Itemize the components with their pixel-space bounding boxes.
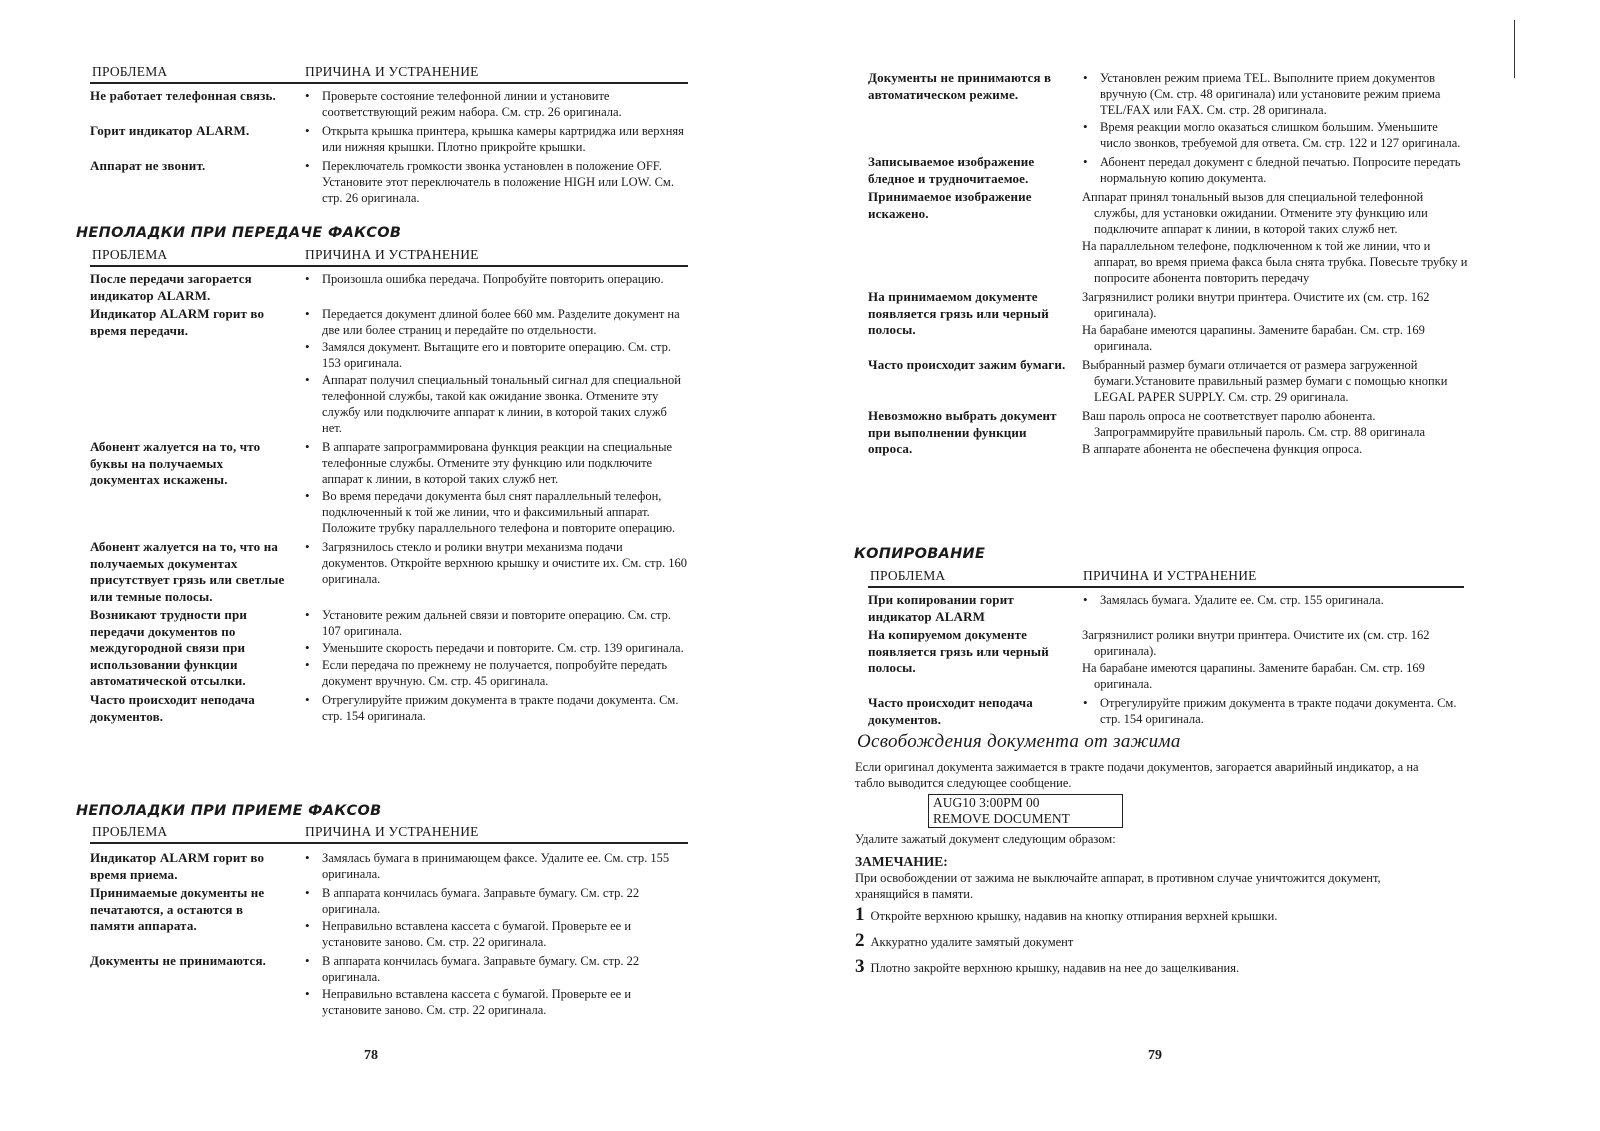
cause-item: • Установлен режим приема TEL. Выполните прием документов вручную (См. стр. 48 оригинала) или установите режим приема TEL/FAX или FAX. См. стр. 28 оригинала. — [1082, 70, 1470, 118]
table-row — [90, 953, 688, 1019]
cause-cell — [1082, 627, 1464, 693]
problem-cell: Часто происходит неподача документов. — [868, 695, 1033, 727]
note-text: При освобождении от зажима не выключайте аппарат, в противном случае уничтожится документ, хранящийся в памяти. — [855, 871, 1381, 901]
remove-instruction: Удалите зажатый документ следующим образом: — [855, 832, 1116, 846]
cause-item: • Проверьте состояние телефонной линии и установите соответствующий режим набора. См. стр. 26 оригинала. — [304, 88, 688, 120]
page-number: 79 — [1148, 1048, 1162, 1063]
scan-edge-line — [1514, 20, 1515, 78]
table-row — [868, 592, 1464, 625]
cause-cell — [304, 271, 688, 304]
problem-cell: Возникают трудности при передачи документов по междугородной связи при использовании функции автоматической отсылки. — [90, 607, 247, 688]
problem-cell: Документы не принимаются. — [90, 953, 267, 968]
problem-cell: После передачи загорается индикатор ALARM. — [90, 271, 252, 303]
problem-cell: Индикатор ALARM горит во время приема. — [90, 850, 265, 882]
step-2 — [855, 930, 1073, 952]
table-row — [90, 439, 688, 537]
cause-item: На параллельном телефоне, подключенном к той же линии, что и аппарат, во время приема факса была снята трубка. Повесьте трубку и попросите абонента повторить передачу — [1082, 239, 1468, 285]
problem-cell: При копировании горит индикатор ALARM — [868, 592, 1014, 624]
table-row — [90, 88, 688, 121]
cause-cell — [1082, 189, 1470, 287]
problem-cell: На копируемом документе появляется грязь или черный полосы. — [868, 627, 1049, 675]
cause-item: • Если передача по прежнему не получается, попробуйте передать документ вручную. См. стр. 45 оригинала. — [304, 657, 688, 689]
lcd-display — [928, 794, 1123, 828]
column-header-cause: ПРИЧИНА И УСТРАНЕНИЕ — [305, 247, 479, 262]
cause-item: • Неправильно вставлена кассета с бумагой. Проверьте ее и установите заново. См. стр. 22 оригинала. — [304, 918, 688, 950]
table-row — [90, 607, 688, 690]
cause-cell — [1082, 408, 1470, 458]
table-reception-issues-continued — [868, 68, 1470, 458]
cause-item: • В аппарата кончилась бумага. Заправьте бумагу. См. стр. 22 оригинала. — [304, 885, 688, 917]
cause-item: • Переключатель громкости звонка установлен в положение OFF. Установите этот переключатель в положение HIGH или LOW. См. стр. 26 оригинала. — [304, 158, 688, 206]
table-header — [90, 245, 688, 267]
cause-item: На барабане имеются царапины. Замените барабан. См. стр. 169 оригинала. — [1082, 323, 1425, 353]
problem-cell: Записываемое изображение бледное и трудночитаемое. — [868, 154, 1035, 186]
problem-cell: Абонент жалуется на то, что буквы на получаемых документах искажены. — [90, 439, 261, 487]
cause-item: • В аппарата кончилась бумага. Заправьте бумагу. См. стр. 22 оригинала. — [304, 953, 688, 985]
table-header — [90, 62, 688, 84]
section-title-reception: НЕПОЛАДКИ ПРИ ПРИЕМЕ ФАКСОВ — [76, 803, 382, 819]
table-row — [868, 154, 1470, 187]
cause-item: На барабане имеются царапины. Замените барабан. См. стр. 169 оригинала. — [1082, 661, 1425, 691]
problem-cell: Принимаемое изображение искажено. — [868, 189, 1032, 221]
step-number: 3 — [855, 956, 865, 977]
step-number: 1 — [855, 904, 865, 925]
cause-cell — [304, 953, 688, 1019]
cause-item: • Уменьшите скорость передачи и повторите. См. стр. 139 оригинала. — [304, 640, 688, 656]
cause-item: • В аппарате запрограммирована функция реакции на специальные телефонные службы. Отмените эту функцию или подключите аппарат к линии, в которой таких служб нет. — [304, 439, 688, 487]
cause-item: • Передается документ длиной более 660 мм. Разделите документ на две или более страниц и передайте по отдельности. — [304, 306, 688, 338]
section-title-transmission: НЕПОЛАДКИ ПРИ ПЕРЕДАЧЕ ФАКСОВ — [76, 225, 402, 241]
cause-item: • Абонент передал документ с бледной печатью. Попросите передать нормальную копию документа. — [1082, 154, 1470, 186]
cause-cell — [304, 439, 688, 537]
table-row — [868, 289, 1470, 355]
table-row — [90, 158, 688, 207]
column-header-cause: ПРИЧИНА И УСТРАНЕНИЕ — [1083, 568, 1257, 583]
cause-item: • Замялась бумага в принимающем факсе. Удалите ее. См. стр. 155 оригинала. — [304, 850, 688, 882]
cause-item: • Установите режим дальней связи и повторите операцию. См. стр. 107 оригинала. — [304, 607, 688, 639]
problem-cell: Не работает телефонная связь. — [90, 88, 276, 103]
cause-item: Аппарат принял тональный вызов для специальной телефонной службы, для установки ожидании. Отмените эту функцию или подключите аппарат к линии, в которой таких служб нет. — [1082, 190, 1428, 236]
cause-cell — [304, 850, 688, 883]
column-header-problem: ПРОБЛЕМА — [92, 824, 168, 839]
cause-item: Загрязнилист ролики внутри принтера. Очистите их (см. стр. 162 оригинала). — [1082, 290, 1430, 320]
step-1 — [855, 904, 1278, 926]
cause-item: • Аппарат получил специальный тональный сигнал для специальной телефонной службы, такой как ожидание звонка. Отмените эту службу или подключите аппарат к линии, в которой таких служб нет. — [304, 372, 688, 436]
cause-cell — [1082, 695, 1464, 728]
problem-cell: Принимаемые документы не печатаются, а остаются в памяти аппарата. — [90, 885, 265, 933]
table-row — [868, 357, 1470, 406]
cause-cell — [304, 306, 688, 437]
cause-item: • Неправильно вставлена кассета с бумагой. Проверьте ее и установите заново. См. стр. 22 оригинала. — [304, 986, 688, 1018]
step-text: Откройте верхнюю крышку, надавив на кнопку отпирания верхней крышки. — [870, 909, 1278, 923]
cause-item: • Время реакции могло оказаться слишком большим. Уменьшите число звонков, требуемой для ответа. См. стр. 122 и 127 оригинала. — [1082, 119, 1470, 151]
table-row — [90, 306, 688, 437]
column-header-problem: ПРОБЛЕМА — [92, 64, 168, 79]
cause-item: Ваш пароль опроса не соответствует паролю абонента. Запрограммируйте правильный пароль. См. стр. 88 оригинала — [1082, 409, 1426, 439]
cause-item: • Произошла ошибка передача. Попробуйте повторить операцию. — [304, 271, 688, 287]
column-header-problem: ПРОБЛЕМА — [870, 568, 946, 583]
cause-item: • Замялся документ. Вытащите его и повторите операцию. См. стр. 153 оригинала. — [304, 339, 688, 371]
table-transmission-issues — [90, 245, 688, 725]
problem-cell: На принимаемом документе появляется грязь или черный полосы. — [868, 289, 1049, 337]
table-row — [868, 627, 1464, 693]
cause-cell — [1082, 357, 1470, 406]
cause-item: • Открыта крышка принтера, крышка камеры картриджа или верхняя или нижняя крышки. Плотно прикройте крышки. — [304, 123, 688, 155]
cause-cell — [1082, 289, 1470, 355]
cause-item: • Замялась бумага. Удалите ее. См. стр. 155 оригинала. — [1082, 592, 1464, 608]
table-header — [90, 822, 688, 844]
step-number: 2 — [855, 930, 865, 951]
cause-item: • Отрегулируйте прижим документа в тракте подачи документа. См. стр. 154 оригинала. — [1082, 695, 1464, 727]
cause-item: В аппарате абонента не обеспечена функция опроса. — [1082, 442, 1363, 456]
step-text: Аккуратно удалите замятый документ — [870, 935, 1074, 949]
table-reception-issues — [90, 822, 688, 1019]
lcd-line-1: AUG10 3:00PM 00 — [933, 795, 1040, 810]
problem-cell: Часто происходит зажим бумаги. — [868, 357, 1066, 372]
table-row — [90, 885, 688, 951]
problem-cell: Документы не принимаются в автоматическом режиме. — [868, 70, 1052, 102]
problem-cell: Часто происходит неподача документов. — [90, 692, 255, 724]
step-text: Плотно закройте верхнюю крышку, надавив на нее до защелкивания. — [870, 961, 1240, 975]
table-row — [868, 695, 1464, 728]
problem-cell: Невозможно выбрать документ при выполнении функции опроса. — [868, 408, 1057, 456]
cause-item: • Во время передачи документа был снят параллельный телефон, подключенный к той же линии, что и факсимильный аппарат. Положите трубку параллельного телефона и повторите операцию. — [304, 488, 688, 536]
column-header-cause: ПРИЧИНА И УСТРАНЕНИЕ — [305, 64, 479, 79]
table-row — [90, 539, 688, 605]
page-number: 78 — [364, 1048, 378, 1063]
table-row — [868, 408, 1470, 458]
table-header — [868, 566, 1464, 588]
cause-cell — [304, 88, 688, 121]
table-row — [868, 189, 1470, 287]
cause-cell — [304, 607, 688, 690]
table-row — [90, 692, 688, 725]
table-row — [868, 70, 1470, 152]
section-title-copying: КОПИРОВАНИЕ — [854, 546, 986, 562]
cause-cell — [1082, 70, 1470, 152]
cause-item: Загрязнилист ролики внутри принтера. Очистите их (см. стр. 162 оригинала). — [1082, 628, 1430, 658]
table-copying-issues — [868, 566, 1464, 728]
column-header-problem: ПРОБЛЕМА — [92, 247, 168, 262]
table-row — [90, 123, 688, 156]
table-row — [90, 271, 688, 304]
problem-cell: Индикатор ALARM горит во время передачи. — [90, 306, 265, 338]
cause-item: • Отрегулируйте прижим документа в тракте подачи документа. См. стр. 154 оригинала. — [304, 692, 688, 724]
cause-cell — [304, 123, 688, 156]
cause-item: Выбранный размер бумаги отличается от размера загруженной бумаги.Установите правильный размер бумаги с помощью кнопки LEGAL PAPER SUPPLY. См. стр. 29 оригинала. — [1082, 358, 1448, 404]
table-row — [90, 850, 688, 883]
note-title: ЗАМЕЧАНИЕ: — [855, 854, 948, 869]
cause-cell — [1082, 592, 1464, 625]
cause-cell — [304, 692, 688, 725]
column-header-cause: ПРИЧИНА И УСТРАНЕНИЕ — [305, 824, 479, 839]
step-3 — [855, 956, 1239, 978]
lcd-line-2: REMOVE DOCUMENT — [933, 811, 1070, 826]
table-general-issues — [90, 62, 688, 207]
problem-cell: Горит индикатор ALARM. — [90, 123, 250, 138]
release-section-title: Освобождения документа от зажима — [857, 731, 1181, 752]
right-page — [800, 0, 1600, 1131]
problem-cell: Абонент жалуется на то, что на получаемых документах присутствует грязь или светлые или темные полосы. — [90, 539, 285, 604]
cause-item: • Загрязнилось стекло и ролики внутри механизма подачи документов. Откройте верхнюю крышку и очистите их. См. стр. 160 оригинала. — [304, 539, 688, 587]
cause-cell — [304, 158, 688, 207]
problem-cell: Аппарат не звонит. — [90, 158, 206, 173]
cause-cell — [304, 885, 688, 951]
cause-cell — [304, 539, 688, 605]
release-intro: Если оригинал документа зажимается в тракте подачи документов, загорается аварийный индикатор, а на табло выводится следующее сообщение. — [855, 760, 1419, 790]
cause-cell — [1082, 154, 1470, 187]
